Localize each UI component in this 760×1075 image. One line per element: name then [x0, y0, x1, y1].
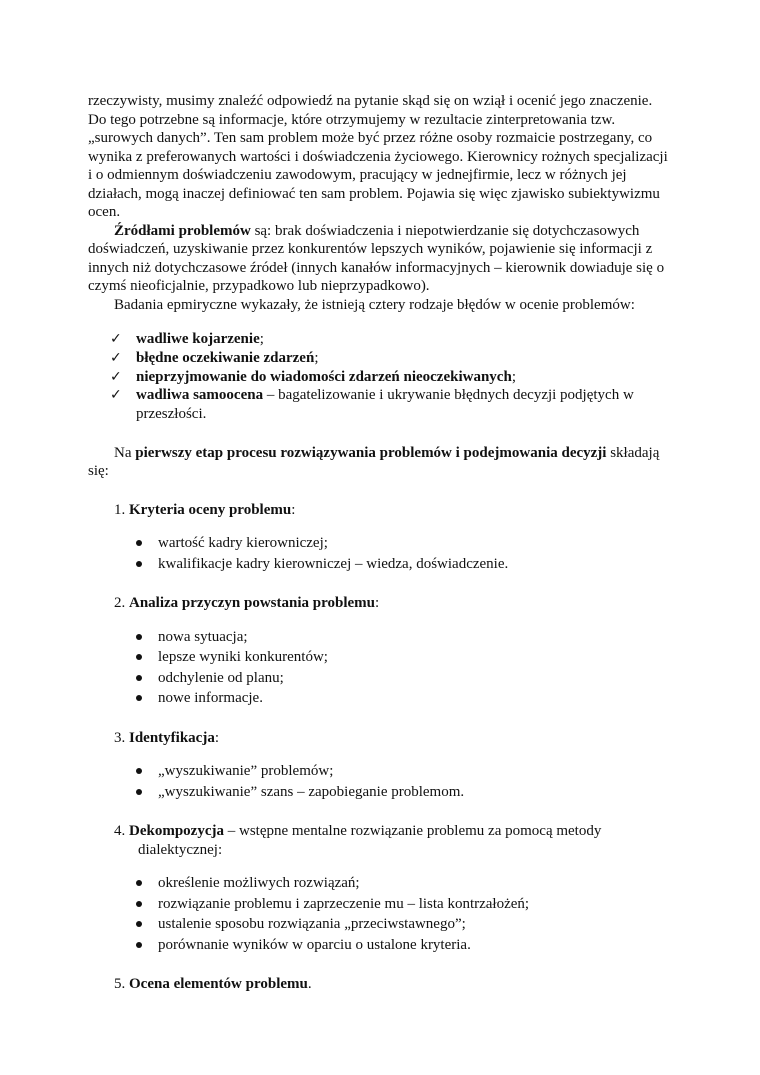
section-title: Analiza przyczyn powstania problemu	[129, 595, 375, 612]
list-item	[88, 668, 674, 689]
sources-text: są: brak doświadczenia i niepotwierdzanie się dotychczasowych doświadczeń, uzyskiwanie przez konkurentów lepszych wyników, pojawienie się informacji z innych niż dotychczasowe źródeł (innych kanałów informacyjnych – kierownik dowiaduje się o czymś nieoficjalnie, przypadkowo lub nieprzypadkowo).	[88, 222, 665, 294]
section-heading-2	[88, 594, 674, 613]
section-heading-5	[88, 975, 674, 994]
section-4-list	[88, 873, 674, 955]
list-item	[88, 330, 674, 349]
section-number: 3.	[114, 729, 129, 746]
error-term: wadliwe kojarzenie	[136, 331, 260, 347]
first-stage-post: składają się:	[88, 444, 660, 480]
bullet-icon	[136, 789, 142, 795]
bullet-icon	[136, 880, 142, 886]
checkmark-icon: ✓	[110, 349, 122, 366]
section-number: 1.	[114, 501, 129, 518]
section-number: 2.	[114, 595, 129, 612]
list-item	[88, 935, 674, 956]
section-tail: :	[291, 501, 296, 518]
section-heading-4	[88, 822, 674, 859]
error-term: wadliwa samoocena	[136, 387, 264, 404]
bullet-icon	[136, 561, 142, 567]
list-item-text: nowe informacje.	[158, 690, 263, 707]
section-title: Identyfikacja	[129, 729, 215, 746]
section-number: 5.	[114, 976, 129, 993]
bullet-icon	[136, 695, 142, 701]
checkmark-icon: ✓	[110, 387, 122, 404]
section-heading-3	[88, 729, 674, 748]
list-item	[88, 914, 674, 935]
checkmark-icon: ✓	[110, 368, 122, 385]
error-text: ;	[314, 349, 319, 366]
list-item-text: lepsze wyniki konkurentów;	[158, 649, 328, 666]
list-item	[88, 349, 674, 368]
list-item	[88, 688, 674, 709]
bullet-icon	[136, 768, 142, 774]
list-item	[88, 386, 674, 424]
error-text: – bagatelizowanie i ukrywanie błędnych decyzji podjętych w przeszłości.	[136, 387, 634, 423]
section-title: Ocena elementów problemu	[129, 976, 308, 993]
paragraph-first-stage	[88, 444, 674, 481]
list-item	[88, 554, 674, 575]
bullet-icon	[136, 942, 142, 948]
section-title: Kryteria oceny problemu	[129, 501, 292, 518]
bullet-icon	[136, 901, 142, 907]
error-text: ;	[511, 368, 516, 385]
section-3-list	[88, 761, 674, 802]
bullet-icon	[136, 654, 142, 660]
list-item-text: odchylenie od planu;	[158, 669, 284, 686]
list-item-text: kwalifikacje kadry kierowniczej – wiedza, doświadczenie.	[158, 555, 509, 572]
list-item	[88, 782, 674, 803]
error-text: ;	[259, 331, 264, 347]
list-item-text: „wyszukiwanie” szans – zapobieganie problemom.	[158, 783, 465, 800]
bullet-icon	[136, 921, 142, 927]
section-tail: :	[214, 729, 220, 746]
section-number: 4.	[114, 823, 129, 840]
section-tail: .	[307, 976, 312, 993]
error-term: nieprzyjmowanie do wiadomości zdarzeń nieoczekiwanych	[136, 368, 512, 385]
paragraph-sources	[88, 222, 674, 296]
bullet-icon	[136, 540, 142, 546]
paragraph-intro: rzeczywisty, musimy znaleźć odpowiedź na pytanie skąd się on wziął i ocenić jego znaczenie. Do tego potrzebne są informacje, które otrzymujemy w rezultacie zinterpretowania tzw. „surowych danych”. Ten sam problem może być przez różne osoby rozmaicie postrzegany, co wynika z preferowanych wartości i doświadczenia życiowego. Kierownicy rożnych specjalizacji i o odmiennym doświadczeniu zawodowym, pracujący w jednejfirmie, lecz w różnych jej działach, mogą inaczej definiować ten sam problem. Pojawia się więc zjawisko subiektywizmu ocen.	[88, 93, 668, 220]
list-item	[88, 647, 674, 668]
section-1-list	[88, 533, 674, 574]
list-item-text: nowa sytuacja;	[158, 628, 248, 645]
list-item-text: rozwiązanie problemu i zaprzeczenie mu – lista kontrzałożeń;	[158, 895, 530, 912]
list-item	[88, 627, 674, 648]
list-item	[88, 894, 674, 915]
list-item	[88, 533, 674, 554]
list-item-text: „wyszukiwanie” problemów;	[158, 763, 334, 780]
list-item-text: określenie możliwych rozwiązań;	[158, 875, 360, 892]
bullet-icon	[136, 675, 142, 681]
error-types-list	[88, 330, 674, 424]
list-item-text: porównanie wyników w oparciu o ustalone kryteria.	[158, 936, 471, 953]
list-item-text: ustalenie sposobu rozwiązania „przeciwstawnego”;	[158, 916, 466, 933]
list-item-text: wartość kadry kierowniczej;	[158, 535, 328, 552]
section-2-list	[88, 627, 674, 709]
first-stage-pre: Na	[114, 444, 136, 461]
paragraph-research: Badania epmiryczne wykazały, że istnieją cztery rodzaje błędów w ocenie problemów:	[114, 296, 635, 313]
error-term: błędne oczekiwanie zdarzeń	[136, 349, 315, 366]
first-stage-term: pierwszy etap procesu rozwiązywania problemów i podejmowania decyzji	[135, 444, 607, 461]
list-item	[88, 761, 674, 782]
section-heading-1	[88, 501, 674, 520]
document-body	[88, 92, 674, 994]
bullet-icon	[136, 634, 142, 640]
section-tail: – wstępne mentalne rozwiązanie problemu za pomocą metody dialektycznej:	[138, 823, 602, 858]
section-tail: :	[374, 595, 380, 612]
section-title: Dekompozycja	[129, 823, 224, 840]
sources-term: Źródłami problemów	[114, 222, 251, 239]
list-item	[88, 873, 674, 894]
list-item	[88, 368, 674, 387]
checkmark-icon: ✓	[110, 331, 122, 347]
